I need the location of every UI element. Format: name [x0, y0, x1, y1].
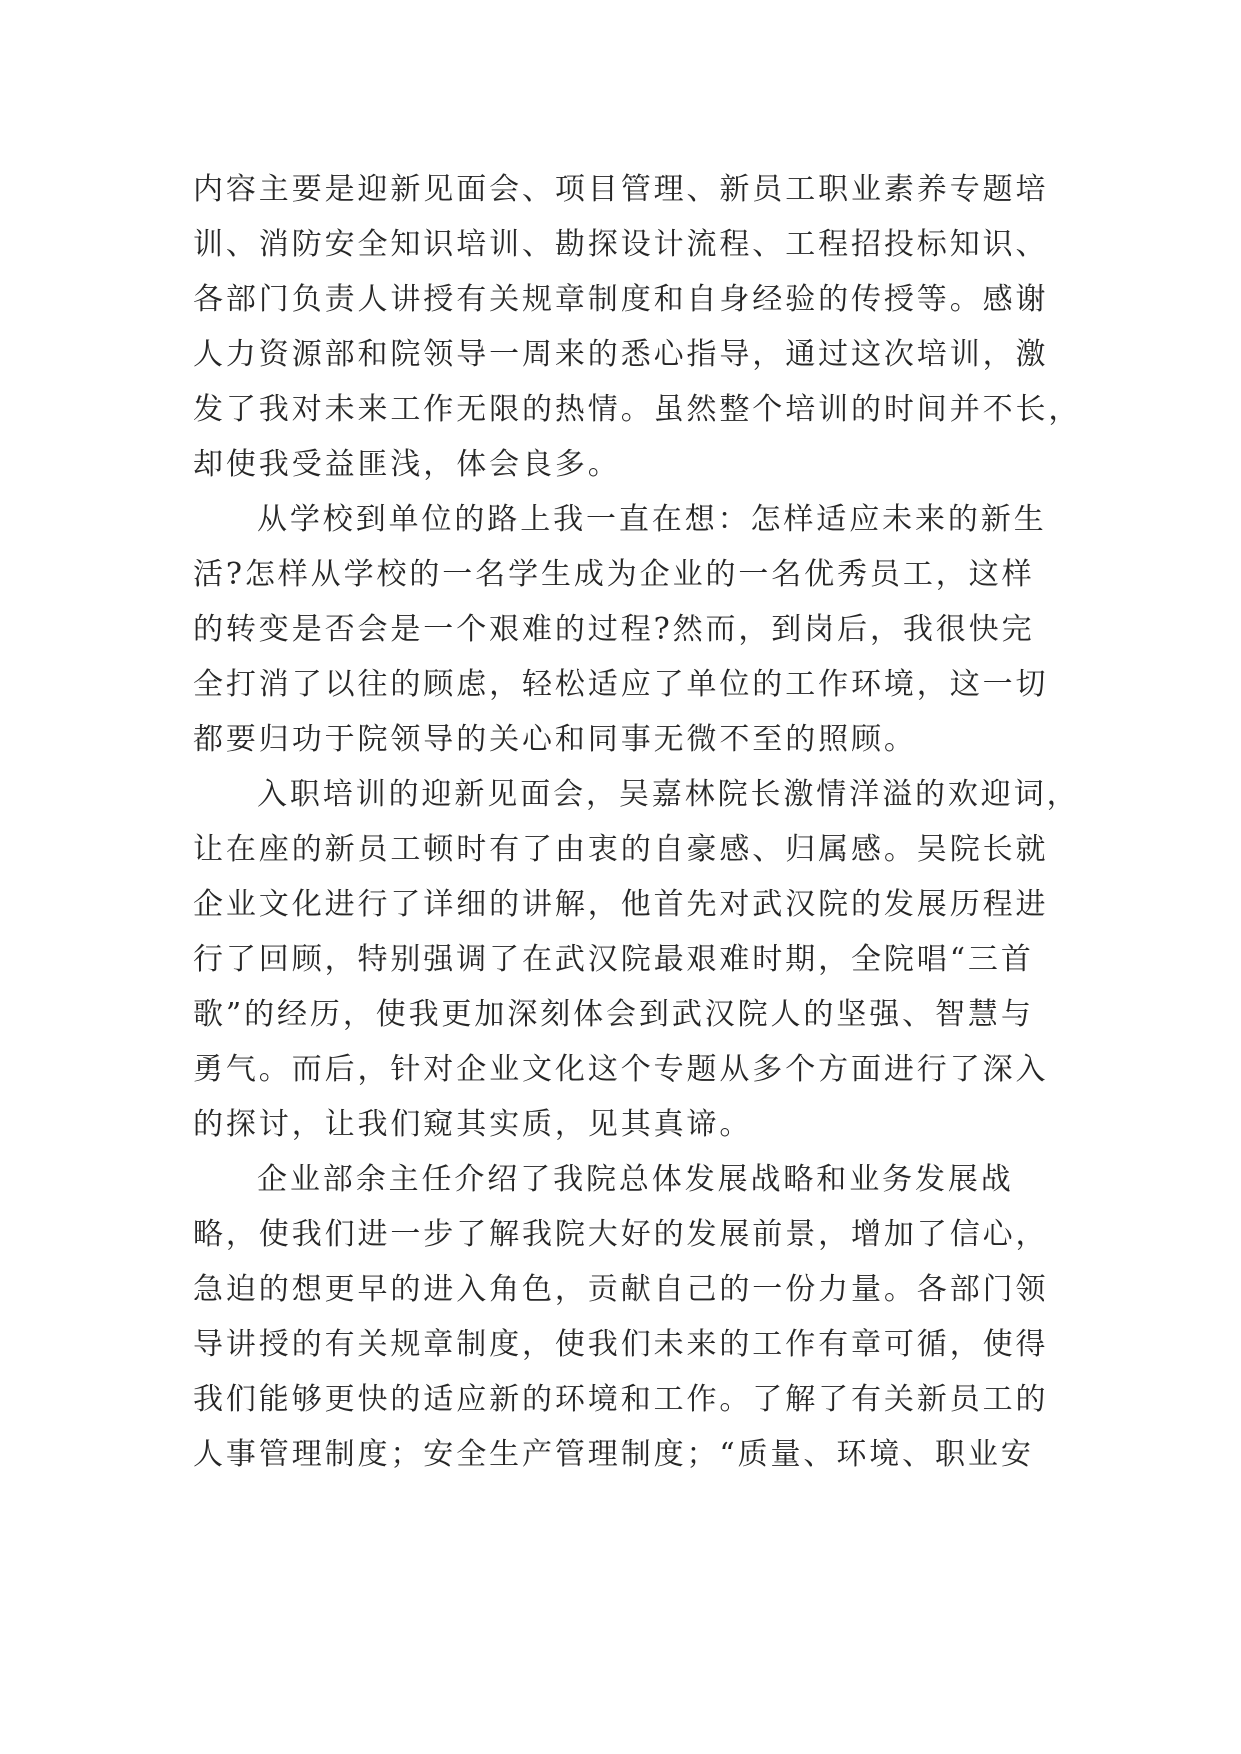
text-line: 训、消防安全知识培训、勘探设计流程、工程招投标知识、 — [193, 227, 1049, 262]
text-line: 内容主要是迎新见面会、项目管理、新员工职业素养专题培 — [193, 172, 1049, 207]
text-line: 让在座的新员工顿时有了由衷的自豪感、归属感。吴院长就 — [193, 832, 1049, 867]
paragraph-3 — [193, 767, 1080, 1152]
text-line: 各部门负责人讲授有关规章制度和自身经验的传授等。感谢 — [193, 282, 1049, 317]
text-line: 我们能够更快的适应新的环境和工作。了解了有关新员工的 — [193, 1382, 1049, 1417]
paragraph-4 — [193, 1152, 1053, 1482]
text-line: 歌”的经历，使我更加深刻体会到武汉院人的坚强、智慧与 — [193, 997, 1034, 1032]
text-line: 人力资源部和院领导一周来的悉心指导，通过这次培训，激 — [193, 337, 1049, 372]
text-line: 勇气。而后，针对企业文化这个专题从多个方面进行了深入 — [193, 1052, 1049, 1087]
text-line: 行了回顾，特别强调了在武汉院最艰难时期，全院唱“三首 — [193, 942, 1034, 977]
text-line: 都要归功于院领导的关心和同事无微不至的照顾。 — [193, 722, 917, 757]
text-line: 的转变是否会是一个艰难的过程?然而，到岗后，我很快完 — [193, 612, 1035, 647]
text-line: 却使我受益匪浅，体会良多。 — [193, 447, 621, 482]
text-line: 全打消了以往的顾虑，轻松适应了单位的工作环境，这一切 — [193, 667, 1049, 702]
paragraph-1 — [193, 162, 1082, 492]
text-line: 发了我对未来工作无限的热情。虽然整个培训的时间并不长， — [193, 392, 1082, 427]
paragraph-2 — [193, 492, 1053, 767]
text-line-indented: 入职培训的迎新见面会，吴嘉林院长激情洋溢的欢迎词， — [257, 777, 1080, 812]
text-line-indented: 企业部余主任介绍了我院总体发展战略和业务发展战 — [257, 1162, 1014, 1197]
text-line: 急迫的想更早的进入角色，贡献自己的一份力量。各部门领 — [193, 1272, 1049, 1307]
text-line-indented: 从学校到单位的路上我一直在想：怎样适应未来的新生 — [257, 502, 1047, 537]
text-line: 略，使我们进一步了解我院大好的发展前景，增加了信心， — [193, 1217, 1049, 1252]
document-body — [193, 162, 1082, 1482]
text-line: 人事管理制度；安全生产管理制度；“质量、环境、职业安 — [193, 1437, 1034, 1472]
text-line: 的探讨，让我们窥其实质，见其真谛。 — [193, 1107, 753, 1142]
text-line: 导讲授的有关规章制度，使我们未来的工作有章可循，使得 — [193, 1327, 1049, 1362]
text-line: 企业文化进行了详细的讲解，他首先对武汉院的发展历程进 — [193, 887, 1049, 922]
text-line: 活?怎样从学校的一名学生成为企业的一名优秀员工，这样 — [193, 557, 1035, 592]
